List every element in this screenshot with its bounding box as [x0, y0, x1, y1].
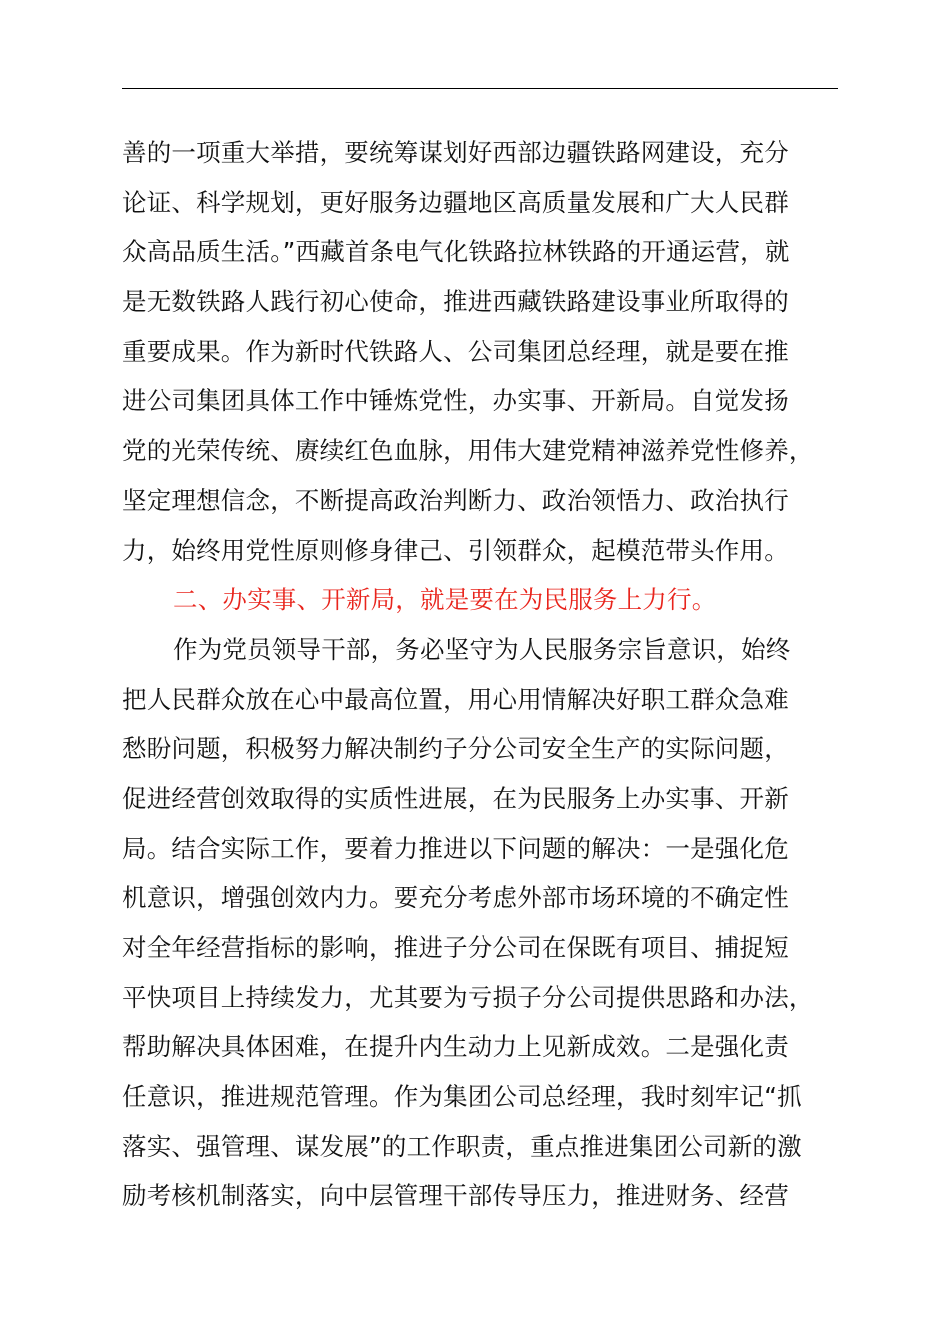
text-line: 善的一项重大举措，要统筹谋划好西部边疆铁路网建设，充分	[122, 138, 789, 167]
text-line: 平快项目上持续发力，尤其要为亏损子分公司提供思路和办法，	[122, 982, 814, 1012]
text-line: 对全年经营指标的影响，推进子分公司在保既有项目、捕捉短	[122, 933, 789, 962]
text-line: 愁盼问题，积极努力解决制约子分公司安全生产的实际问题，	[122, 734, 789, 764]
text-line: 进公司集团具体工作中锤炼党性，办实事、开新局。自觉发扬	[122, 386, 789, 416]
text-line: 促进经营创效取得的实质性进展，在为民服务上办实事、开新	[122, 783, 789, 813]
text-line: 重要成果。作为新时代铁路人、公司集团总经理，就是要在推	[122, 336, 789, 366]
header-rule	[122, 88, 838, 89]
text-line: 把人民群众放在心中最高位置，用心用情解决好职工群众急难	[122, 684, 789, 714]
text-line: 论证、科学规划，更好服务边疆地区高质量发展和广大人民群	[122, 187, 789, 217]
text-line: 作为党员领导干部，务必坚守为人民服务宗旨意识，始终	[173, 634, 791, 664]
paragraph-1	[122, 128, 838, 575]
text-line: 励考核机制落实，向中层管理干部传导压力，推进财务、经营	[122, 1181, 789, 1211]
text-line: 局。结合实际工作，要着力推进以下问题的解决：一是强化危	[122, 833, 789, 863]
section-heading: 二、办实事、开新局，就是要在为民服务上力行。	[173, 585, 717, 615]
text-line: 机意识，增强创效内力。要充分考虑外部市场环境的不确定性	[122, 883, 789, 913]
text-line: 党的光荣传统、赓续红色血脉，用伟大建党精神滋养党性修养，	[122, 436, 814, 466]
paragraph-2	[122, 625, 838, 1221]
text-line: 力，始终用党性原则修身律己、引领群众，起模范带头作用。	[122, 535, 789, 565]
text-line: 帮助解决具体困难，在提升内生动力上见新成效。二是强化责	[122, 1032, 789, 1062]
text-line: 落实、强管理、谋发展”的工作职责，重点推进集团公司新的激	[122, 1131, 802, 1161]
text-line: 坚定理想信念，不断提高政治判断力、政治领悟力、政治执行	[122, 485, 789, 515]
text-line: 众高品质生活。”西藏首条电气化铁路拉林铁路的开通运营，就	[122, 237, 790, 267]
text-line: 是无数铁路人践行初心使命，推进西藏铁路建设事业所取得的	[122, 287, 789, 317]
text-line: 任意识，推进规范管理。作为集团公司总经理，我时刻牢记“抓	[122, 1082, 802, 1112]
document-body	[122, 128, 838, 1221]
